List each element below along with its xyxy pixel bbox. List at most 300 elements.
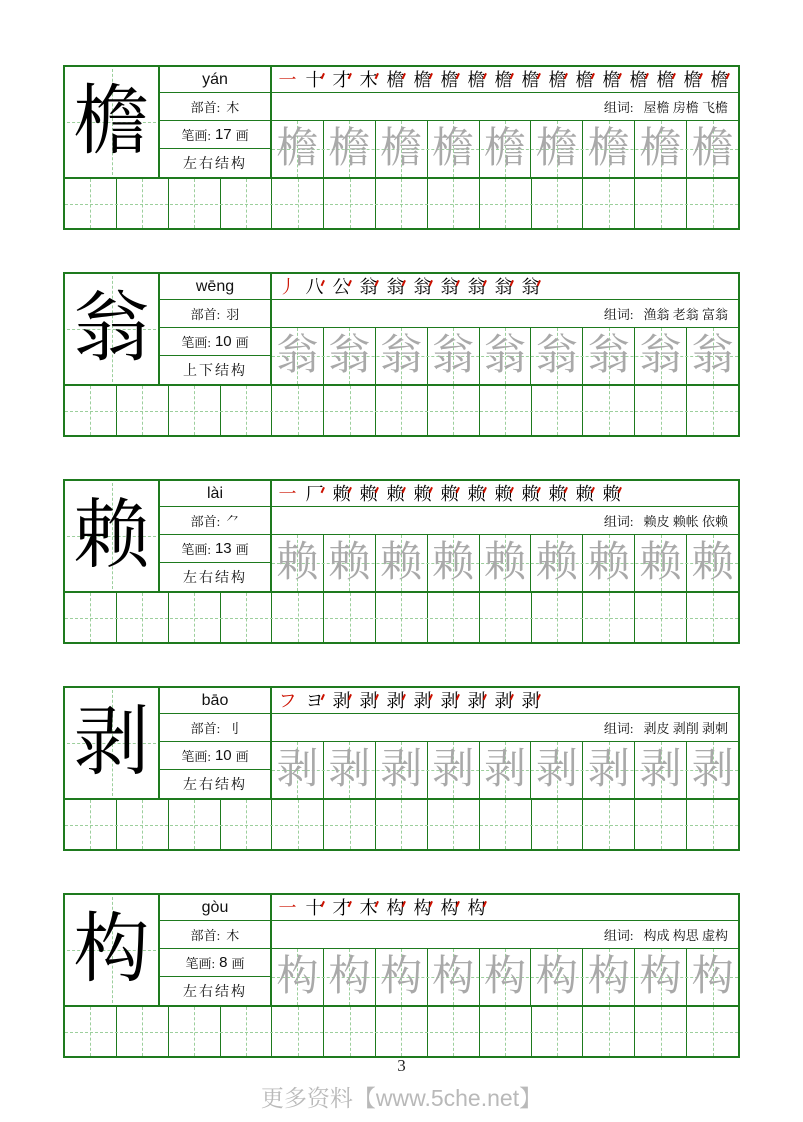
words-value: 剥皮 剥削 剥刺 xyxy=(643,721,728,736)
faded-practice-character: 檐 xyxy=(587,126,630,172)
block-right xyxy=(272,895,738,1005)
practice-cell xyxy=(272,742,324,798)
page-number: 3 xyxy=(397,1056,406,1075)
faded-practice-character: 赖 xyxy=(535,540,578,586)
practice-row xyxy=(272,949,738,1005)
block-right xyxy=(272,274,738,384)
stroke-count-label: 笔画: xyxy=(181,128,211,143)
faded-practice-character: 剥 xyxy=(432,747,475,793)
stroke-step: 才 xyxy=(328,896,355,920)
stroke-count-value: 10 xyxy=(214,747,232,764)
faded-practice-character: 翁 xyxy=(639,333,682,379)
faded-practice-character: 赖 xyxy=(484,540,527,586)
big-character-cell xyxy=(65,481,160,591)
empty-practice-cell xyxy=(687,800,738,849)
stroke-order-row xyxy=(272,67,738,93)
practice-cell xyxy=(324,121,376,177)
practice-cell xyxy=(272,535,324,591)
stroke-count-row xyxy=(160,742,270,770)
words-value: 渔翁 老翁 富翁 xyxy=(643,307,728,322)
stroke-step: 翁 xyxy=(436,275,463,299)
stroke-step: 赖 xyxy=(382,482,409,506)
empty-practice-cell xyxy=(687,179,738,228)
stroke-step: 翁 xyxy=(355,275,382,299)
radical-value: 羽 xyxy=(226,307,240,322)
empty-practice-cell xyxy=(635,1007,687,1056)
faded-practice-character: 檐 xyxy=(535,126,578,172)
stroke-count-value: 13 xyxy=(214,540,232,557)
faded-practice-character: 构 xyxy=(484,954,527,1000)
practice-cell xyxy=(272,121,324,177)
big-character-cell xyxy=(65,67,160,177)
stroke-step: 赖 xyxy=(544,482,571,506)
stroke-step: 剥 xyxy=(328,689,355,713)
empty-practice-grid-row xyxy=(65,800,738,849)
stroke-step: 丿 xyxy=(278,276,297,297)
faded-practice-character: 赖 xyxy=(691,540,734,586)
worksheet-content xyxy=(63,65,740,1100)
practice-cell xyxy=(687,328,738,384)
practice-row xyxy=(272,121,738,177)
practice-cell xyxy=(531,328,583,384)
empty-practice-cell xyxy=(221,386,273,435)
empty-practice-cell xyxy=(65,179,117,228)
practice-cell xyxy=(480,121,532,177)
empty-practice-cell xyxy=(583,179,635,228)
stroke-step: 赖 xyxy=(571,482,598,506)
faded-practice-character: 构 xyxy=(639,954,682,1000)
empty-practice-cell xyxy=(428,800,480,849)
practice-cell xyxy=(376,328,428,384)
empty-practice-grid-row xyxy=(65,593,738,642)
stroke-step: 构 xyxy=(409,896,436,920)
stroke-count-label: 笔画: xyxy=(185,956,216,971)
pinyin: gòu xyxy=(160,895,270,921)
block-main xyxy=(65,67,738,179)
stroke-step: 檐 xyxy=(571,68,598,92)
empty-practice-cell xyxy=(324,179,376,228)
stroke-order-row xyxy=(272,274,738,300)
stroke-count-row xyxy=(160,328,270,356)
stroke-step: 木 xyxy=(355,896,382,920)
words-label: 组词: xyxy=(603,100,634,115)
stroke-step: 厂 xyxy=(301,482,328,506)
stroke-step: 翁 xyxy=(382,275,409,299)
stroke-count-label: 笔画: xyxy=(181,335,211,350)
block-right xyxy=(272,688,738,798)
practice-cell xyxy=(583,535,635,591)
practice-cell xyxy=(635,742,687,798)
practice-cell xyxy=(583,742,635,798)
stroke-step: 剥 xyxy=(355,689,382,713)
stroke-step: 檐 xyxy=(490,68,517,92)
radical-label: 部首: xyxy=(190,928,221,943)
faded-practice-character: 剥 xyxy=(535,747,578,793)
radical-row xyxy=(160,714,270,742)
empty-practice-cell xyxy=(532,386,584,435)
practice-cell xyxy=(480,742,532,798)
stroke-step: 构 xyxy=(436,896,463,920)
character-info xyxy=(160,688,272,798)
stroke-unit-label: 画 xyxy=(235,128,249,143)
empty-practice-cell xyxy=(324,386,376,435)
empty-practice-cell xyxy=(635,593,687,642)
words-label: 组词: xyxy=(603,514,634,529)
faded-practice-character: 剥 xyxy=(639,747,682,793)
structure-label: 上下结构 xyxy=(183,364,247,379)
empty-practice-cell xyxy=(635,179,687,228)
empty-practice-cell xyxy=(480,179,532,228)
practice-cell xyxy=(480,949,532,1005)
structure-label: 左右结构 xyxy=(183,778,247,793)
stroke-unit-label: 画 xyxy=(235,335,249,350)
empty-practice-cell xyxy=(169,593,221,642)
stroke-step: 十 xyxy=(301,896,328,920)
big-character: 翁 xyxy=(73,287,150,371)
faded-practice-character: 檐 xyxy=(276,126,319,172)
radical-label: 部首: xyxy=(190,514,221,529)
stroke-step: 木 xyxy=(355,68,382,92)
structure-label: 左右结构 xyxy=(183,571,247,586)
empty-practice-cell xyxy=(65,386,117,435)
words-row xyxy=(272,300,738,328)
stroke-step: 檐 xyxy=(598,68,625,92)
faded-practice-character: 檐 xyxy=(432,126,475,172)
faded-practice-character: 赖 xyxy=(328,540,371,586)
big-character-cell xyxy=(65,895,160,1005)
stroke-step: 剥 xyxy=(490,689,517,713)
stroke-count-row xyxy=(160,121,270,149)
empty-practice-cell xyxy=(376,593,428,642)
practice-cell xyxy=(376,949,428,1005)
faded-practice-character: 翁 xyxy=(587,333,630,379)
stroke-unit-label: 画 xyxy=(235,749,249,764)
practice-cell xyxy=(531,949,583,1005)
radical-row xyxy=(160,93,270,121)
faded-practice-character: 翁 xyxy=(328,333,371,379)
empty-practice-cell xyxy=(221,179,273,228)
practice-cell xyxy=(428,742,480,798)
words-label: 组词: xyxy=(603,721,634,736)
practice-cell xyxy=(428,328,480,384)
practice-cell xyxy=(428,949,480,1005)
structure-label: 左右结构 xyxy=(183,157,247,172)
empty-practice-cell xyxy=(169,179,221,228)
practice-cell xyxy=(687,121,738,177)
stroke-count-row xyxy=(160,949,270,977)
big-character: 构 xyxy=(73,908,150,992)
practice-cell xyxy=(687,949,738,1005)
radical-label: 部首: xyxy=(190,721,221,736)
words-row xyxy=(272,921,738,949)
stroke-unit-label: 画 xyxy=(235,542,249,557)
stroke-step: 剥 xyxy=(517,689,544,713)
words-row xyxy=(272,714,738,742)
faded-practice-character: 赖 xyxy=(276,540,319,586)
stroke-order-row xyxy=(272,688,738,714)
practice-cell xyxy=(531,742,583,798)
empty-practice-cell xyxy=(117,800,169,849)
empty-practice-grid-row xyxy=(65,179,738,228)
big-character: 剥 xyxy=(73,701,150,785)
stroke-order-row xyxy=(272,895,738,921)
faded-practice-character: 赖 xyxy=(432,540,475,586)
radical-value: 木 xyxy=(226,100,240,115)
radical-row xyxy=(160,921,270,949)
faded-practice-character: 翁 xyxy=(432,333,475,379)
faded-practice-character: 剥 xyxy=(484,747,527,793)
stroke-step: 檐 xyxy=(679,68,706,92)
practice-cell xyxy=(324,949,376,1005)
words-value: 赖皮 赖帐 依赖 xyxy=(643,514,728,529)
empty-practice-cell xyxy=(428,1007,480,1056)
empty-practice-cell xyxy=(480,1007,532,1056)
faded-practice-character: 剥 xyxy=(691,747,734,793)
stroke-count-label: 笔画: xyxy=(181,542,211,557)
empty-practice-cell xyxy=(65,800,117,849)
empty-practice-cell xyxy=(221,593,273,642)
practice-cell xyxy=(324,742,376,798)
empty-practice-cell xyxy=(532,593,584,642)
empty-practice-cell xyxy=(272,800,324,849)
empty-practice-cell xyxy=(272,386,324,435)
radical-row xyxy=(160,507,270,535)
faded-practice-character: 翁 xyxy=(691,333,734,379)
empty-practice-cell xyxy=(480,593,532,642)
character-block xyxy=(63,272,740,437)
faded-practice-character: 檐 xyxy=(484,126,527,172)
radical-label: 部首: xyxy=(190,307,221,322)
words-value: 构成 构思 虚构 xyxy=(643,928,728,943)
stroke-step: 赖 xyxy=(409,482,436,506)
practice-cell xyxy=(480,535,532,591)
watermark: 更多资料【www.5che.net】 xyxy=(260,1085,543,1111)
stroke-step: 赖 xyxy=(517,482,544,506)
empty-practice-grid-row xyxy=(65,386,738,435)
practice-cell xyxy=(376,535,428,591)
empty-practice-cell xyxy=(480,386,532,435)
empty-practice-cell xyxy=(65,593,117,642)
faded-practice-character: 翁 xyxy=(484,333,527,379)
block-main xyxy=(65,274,738,386)
practice-cell xyxy=(324,328,376,384)
words-value: 屋檐 房檐 飞檐 xyxy=(643,100,728,115)
empty-practice-cell xyxy=(376,179,428,228)
practice-row xyxy=(272,742,738,798)
stroke-step: 赖 xyxy=(436,482,463,506)
empty-practice-cell xyxy=(532,1007,584,1056)
pinyin: lài xyxy=(160,481,270,507)
stroke-step: 翁 xyxy=(517,275,544,299)
stroke-step: 构 xyxy=(382,896,409,920)
faded-practice-character: 檐 xyxy=(691,126,734,172)
practice-cell xyxy=(272,949,324,1005)
stroke-step: 一 xyxy=(278,69,297,90)
faded-practice-character: 构 xyxy=(380,954,423,1000)
stroke-unit-label: 画 xyxy=(231,956,245,971)
stroke-step: 檐 xyxy=(625,68,652,92)
faded-practice-character: 构 xyxy=(587,954,630,1000)
practice-cell xyxy=(428,121,480,177)
faded-practice-character: 构 xyxy=(328,954,371,1000)
stroke-step: 才 xyxy=(328,68,355,92)
stroke-step: 公 xyxy=(328,275,355,299)
faded-practice-character: 翁 xyxy=(380,333,423,379)
stroke-step: 檐 xyxy=(382,68,409,92)
practice-cell xyxy=(583,121,635,177)
character-block xyxy=(63,479,740,644)
empty-practice-cell xyxy=(583,800,635,849)
faded-practice-character: 剥 xyxy=(328,747,371,793)
faded-practice-character: 构 xyxy=(535,954,578,1000)
stroke-step: 赖 xyxy=(328,482,355,506)
stroke-count-value: 8 xyxy=(219,954,228,971)
block-main xyxy=(65,895,738,1007)
big-character: 赖 xyxy=(73,494,150,578)
practice-cell xyxy=(635,121,687,177)
stroke-count-label: 笔画: xyxy=(181,749,211,764)
empty-practice-cell xyxy=(428,593,480,642)
radical-row xyxy=(160,300,270,328)
stroke-count-row xyxy=(160,535,270,563)
stroke-step: ヨ xyxy=(301,689,328,713)
practice-cell xyxy=(687,742,738,798)
stroke-step: 檐 xyxy=(706,68,733,92)
empty-practice-cell xyxy=(272,593,324,642)
practice-cell xyxy=(635,328,687,384)
stroke-step: 檐 xyxy=(436,68,463,92)
stroke-step: 檐 xyxy=(409,68,436,92)
stroke-step: 八 xyxy=(301,275,328,299)
empty-practice-cell xyxy=(583,386,635,435)
stroke-step: 一 xyxy=(278,897,297,918)
practice-cell xyxy=(635,535,687,591)
faded-practice-character: 翁 xyxy=(535,333,578,379)
empty-practice-cell xyxy=(635,386,687,435)
faded-practice-character: 赖 xyxy=(639,540,682,586)
character-info xyxy=(160,274,272,384)
block-main xyxy=(65,688,738,800)
stroke-step: 檐 xyxy=(463,68,490,92)
stroke-count-value: 10 xyxy=(214,333,232,350)
empty-practice-cell xyxy=(376,1007,428,1056)
empty-practice-cell xyxy=(480,800,532,849)
practice-row xyxy=(272,535,738,591)
practice-cell xyxy=(583,949,635,1005)
practice-cell xyxy=(324,535,376,591)
block-main xyxy=(65,481,738,593)
faded-practice-character: 翁 xyxy=(276,333,319,379)
practice-cell xyxy=(428,535,480,591)
empty-practice-cell xyxy=(583,1007,635,1056)
block-right xyxy=(272,481,738,591)
practice-cell xyxy=(635,949,687,1005)
empty-practice-cell xyxy=(272,1007,324,1056)
empty-practice-cell xyxy=(221,1007,273,1056)
stroke-step: 翁 xyxy=(463,275,490,299)
practice-cell xyxy=(687,535,738,591)
stroke-step: 檐 xyxy=(517,68,544,92)
faded-practice-character: 构 xyxy=(432,954,475,1000)
character-info xyxy=(160,895,272,1005)
stroke-step: 赖 xyxy=(598,482,625,506)
empty-practice-cell xyxy=(532,179,584,228)
empty-practice-cell xyxy=(169,800,221,849)
empty-practice-cell xyxy=(65,1007,117,1056)
stroke-step: 赖 xyxy=(490,482,517,506)
words-row xyxy=(272,507,738,535)
empty-practice-cell xyxy=(532,800,584,849)
character-block xyxy=(63,686,740,851)
empty-practice-cell xyxy=(169,1007,221,1056)
empty-practice-cell xyxy=(324,800,376,849)
character-block xyxy=(63,65,740,230)
pinyin: wēng xyxy=(160,274,270,300)
empty-practice-cell xyxy=(376,386,428,435)
stroke-step: 赖 xyxy=(463,482,490,506)
character-info xyxy=(160,481,272,591)
radical-label: 部首: xyxy=(190,100,221,115)
stroke-step: 檐 xyxy=(544,68,571,92)
empty-practice-cell xyxy=(117,386,169,435)
big-character-cell xyxy=(65,274,160,384)
practice-cell xyxy=(583,328,635,384)
faded-practice-character: 构 xyxy=(276,954,319,1000)
words-row xyxy=(272,93,738,121)
faded-practice-character: 剥 xyxy=(276,747,319,793)
empty-practice-grid-row xyxy=(65,1007,738,1056)
stroke-step: 剥 xyxy=(409,689,436,713)
stroke-step: 檐 xyxy=(652,68,679,92)
stroke-step: 翁 xyxy=(409,275,436,299)
faded-practice-character: 剥 xyxy=(380,747,423,793)
stroke-step: 剥 xyxy=(382,689,409,713)
empty-practice-cell xyxy=(376,800,428,849)
stroke-step: 赖 xyxy=(355,482,382,506)
structure-label: 左右结构 xyxy=(183,985,247,1000)
empty-practice-cell xyxy=(428,386,480,435)
practice-cell xyxy=(376,742,428,798)
stroke-step: 剥 xyxy=(463,689,490,713)
big-character-cell xyxy=(65,688,160,798)
radical-value: 刂 xyxy=(226,721,240,736)
empty-practice-cell xyxy=(324,1007,376,1056)
practice-cell xyxy=(531,535,583,591)
faded-practice-character: 构 xyxy=(691,954,734,1000)
faded-practice-character: 檐 xyxy=(380,126,423,172)
faded-practice-character: 檐 xyxy=(639,126,682,172)
pinyin: bāo xyxy=(160,688,270,714)
stroke-count-value: 17 xyxy=(214,126,232,143)
empty-practice-cell xyxy=(117,1007,169,1056)
faded-practice-character: 赖 xyxy=(380,540,423,586)
stroke-order-row xyxy=(272,481,738,507)
empty-practice-cell xyxy=(117,179,169,228)
practice-cell xyxy=(272,328,324,384)
empty-practice-cell xyxy=(169,386,221,435)
empty-practice-cell xyxy=(272,179,324,228)
empty-practice-cell xyxy=(687,593,738,642)
stroke-step: フ xyxy=(278,690,297,711)
practice-cell xyxy=(531,121,583,177)
empty-practice-cell xyxy=(687,1007,738,1056)
stroke-step: 十 xyxy=(301,68,328,92)
stroke-step: 剥 xyxy=(436,689,463,713)
faded-practice-character: 剥 xyxy=(587,747,630,793)
stroke-step: 一 xyxy=(278,483,297,504)
empty-practice-cell xyxy=(635,800,687,849)
practice-row xyxy=(272,328,738,384)
